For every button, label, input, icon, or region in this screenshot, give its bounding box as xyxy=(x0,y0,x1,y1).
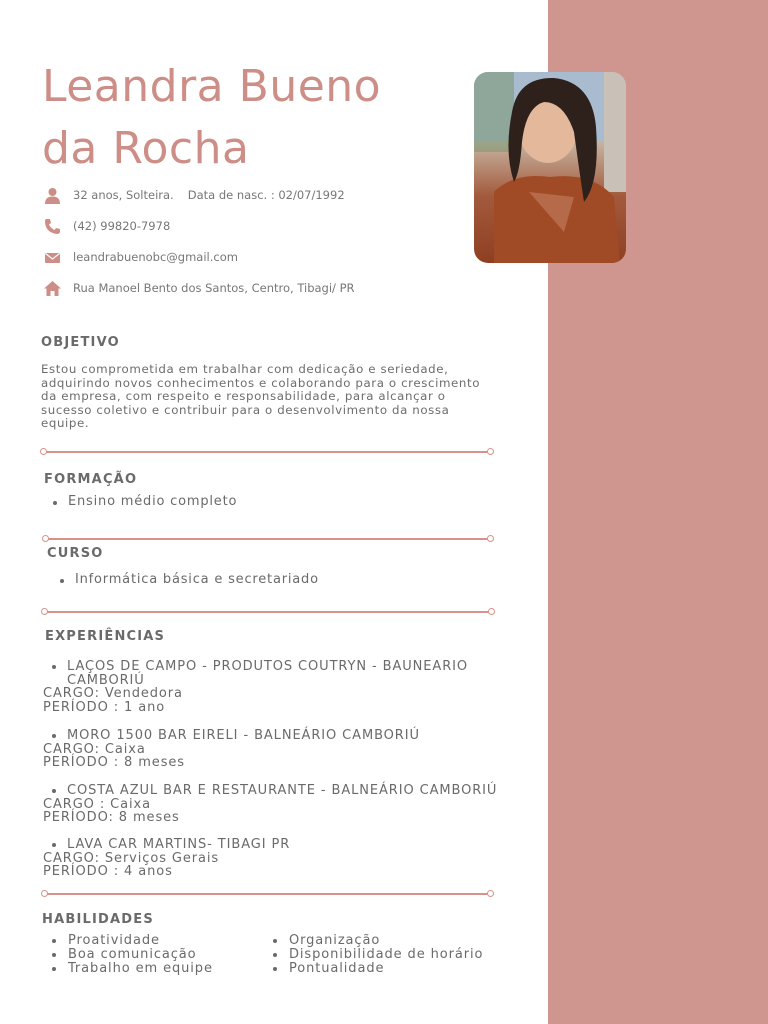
name-line-2: da Rocha xyxy=(42,123,250,174)
email-address: leandrabuenobc@gmail.com xyxy=(73,250,238,264)
skill-item: Pontualidade xyxy=(267,962,483,976)
skills-list-left xyxy=(46,934,213,975)
contact-address-row xyxy=(44,278,355,298)
objetivo-heading: OBJETIVO xyxy=(41,335,120,350)
home-icon xyxy=(44,280,61,297)
skill-item: Disponibilidade de horário xyxy=(267,948,483,962)
experiencias-heading: EXPERIÊNCIAS xyxy=(45,629,166,644)
experience-company: LAVA CAR MARTINS- TIBAGI PR xyxy=(43,838,543,852)
experience-cargo: CARGO: Vendedora xyxy=(43,686,183,702)
experience-item xyxy=(43,729,543,770)
experience-item xyxy=(43,784,548,825)
experience-cargo: CARGO: Caixa xyxy=(43,741,146,757)
experience-periodo: PERÍODO : 4 anos xyxy=(43,864,173,880)
experience-company: COSTA AZUL BAR E RESTAURANTE - BALNEÁRIO CAMBORIÚ xyxy=(43,784,548,798)
divider-2 xyxy=(48,538,488,540)
habilidades-heading: HABILIDADES xyxy=(42,912,154,927)
name-line-1: Leandra Bueno xyxy=(42,61,382,112)
list-item: Ensino médio completo xyxy=(51,494,237,509)
experience-cargo: CARGO : Caixa xyxy=(43,796,151,812)
divider-4 xyxy=(47,893,488,895)
experience-item xyxy=(43,838,543,879)
phone-number: (42) 99820-7978 xyxy=(73,219,171,233)
full-name xyxy=(42,56,381,180)
formacao-list xyxy=(51,494,237,509)
person-icon xyxy=(44,187,61,204)
skills-list-right xyxy=(267,934,483,975)
curso-heading: CURSO xyxy=(47,546,104,561)
mail-icon xyxy=(44,249,61,266)
curso-list xyxy=(58,572,319,587)
skill-item: Organização xyxy=(267,934,483,948)
skill-item: Boa comunicação xyxy=(46,948,213,962)
divider-1 xyxy=(46,451,488,453)
experience-company: LAÇOS DE CAMPO - PRODUTOS COUTRYN - BAUNEARIO CAMBORIÚ xyxy=(43,660,543,687)
experience-cargo: CARGO: Serviços Gerais xyxy=(43,850,220,866)
divider-3 xyxy=(47,611,489,613)
experience-periodo: PERÍODO : 1 ano xyxy=(43,699,166,715)
age-status: 32 anos, Solteira. xyxy=(73,188,174,202)
profile-photo-illustration xyxy=(474,72,626,263)
objetivo-text: Estou comprometida em trabalhar com dedicação e seriedade, adquirindo novos conhecimentos e colaborando para o crescimento da empresa, com respeito e responsabilidade, para alcançar o sucesso coletivo e contribuir para o desenvolvimento da nossa equipe. xyxy=(41,362,481,431)
contact-age-row xyxy=(44,185,345,205)
experience-company: MORO 1500 BAR EIRELI - BALNEÁRIO CAMBORIÚ xyxy=(43,729,543,743)
experience-periodo: PERÍODO : 8 meses xyxy=(43,755,185,771)
profile-photo xyxy=(474,72,626,263)
list-item: Informática básica e secretariado xyxy=(58,572,319,587)
home-address: Rua Manoel Bento dos Santos, Centro, Tibagi/ PR xyxy=(73,281,355,295)
skill-item: Trabalho em equipe xyxy=(46,962,213,976)
skill-item: Proatividade xyxy=(46,934,213,948)
contact-email-row xyxy=(44,247,238,267)
experience-item xyxy=(43,660,543,714)
formacao-heading: FORMAÇÃO xyxy=(44,472,138,487)
contact-phone-row xyxy=(44,216,170,236)
phone-icon xyxy=(44,218,61,235)
birth-date: Data de nasc. : 02/07/1992 xyxy=(187,188,345,202)
experience-periodo: PERÍODO: 8 meses xyxy=(43,810,180,826)
